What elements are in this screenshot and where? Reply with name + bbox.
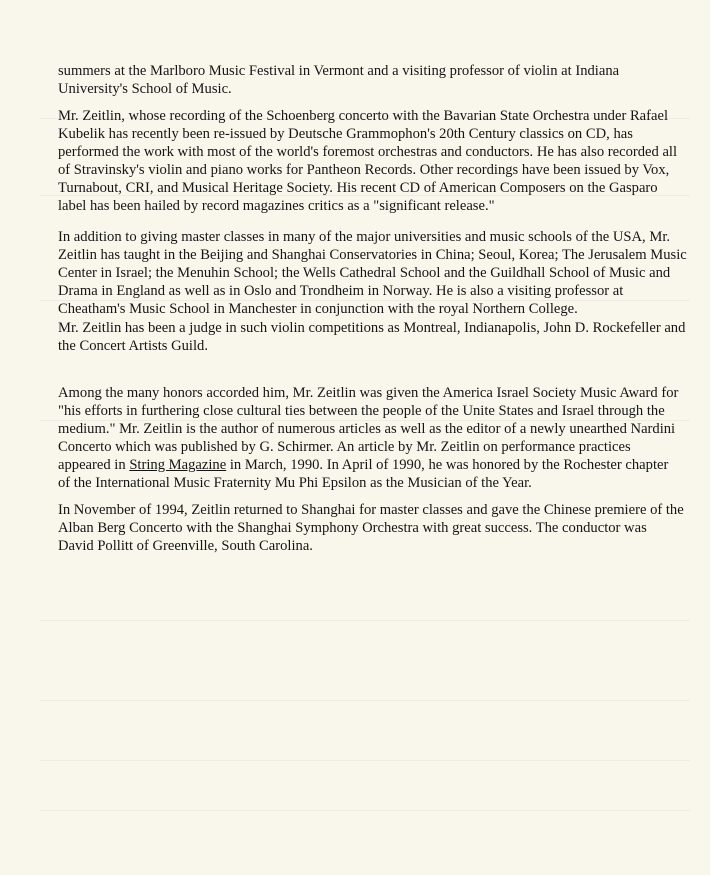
paragraph-master-classes [58, 228, 708, 318]
text-segment: appeared in [58, 457, 130, 473]
text-line: Among the many honors accorded him, Mr. Zeitlin was given the America Israel Society Music Award for [58, 385, 679, 401]
text-line: of the International Music Fraternity Mu Phi Epsilon as the Musician of the Year. [58, 475, 532, 491]
text-line: the Concert Artists Guild. [58, 338, 208, 354]
text-line: Zeitlin has taught in the Beijing and Shanghai Conservatories in China; Seoul, Korea; The Jerusalem Music [58, 247, 687, 263]
text-line: Cheatham's Music School in Manchester in conjunction with the royal Northern College. [58, 301, 578, 317]
text-line: Mr. Zeitlin has been a judge in such violin competitions as Montreal, Indianapolis, John D. Rockefeller and [58, 320, 686, 336]
text-line: Alban Berg Concerto with the Shanghai Symphony Orchestra with great success. The conductor was [58, 520, 647, 536]
text-segment: in March, 1990. In April of 1990, he was honored by the Rochester chapter [226, 457, 669, 473]
text-line: David Pollitt of Greenville, South Carolina. [58, 538, 313, 554]
text-line: of Stravinsky's violin and piano works for Pantheon Records. Other recordings have been issued by Vox, [58, 162, 670, 178]
text-line: "his efforts in furthering close cultural ties between the people of the Unite States and Israel through the [58, 403, 665, 419]
text-line: summers at the Marlboro Music Festival in Vermont and a visiting professor of violin at Indiana [58, 63, 620, 79]
paragraph-recordings [58, 107, 708, 215]
paragraph-judge [58, 319, 708, 355]
text-line: medium." Mr. Zeitlin is the author of numerous articles as well as the editor of a newly unearthed Nardini [58, 421, 676, 437]
text-line: Kubelik has recently been re-issued by Deutsche Grammophon's 20th Century classics on CD, has [58, 126, 633, 142]
text-line: performed the work with most of the world's foremost orchestras and conductors. He has also recorded all [58, 144, 678, 160]
text-line: label has been hailed by record magazines critics as a "significant release." [58, 198, 495, 214]
text-line: University's School of Music. [58, 81, 232, 97]
publication-title: String Magazine [129, 457, 227, 473]
paragraph-shanghai [58, 501, 708, 555]
text-line: In November of 1994, Zeitlin returned to Shanghai for master classes and gave the Chinese premiere of the [58, 502, 684, 518]
paragraph-honors [58, 384, 708, 492]
text-line: Mr. Zeitlin, whose recording of the Schoenberg concerto with the Bavarian State Orchestra under Rafael [58, 108, 669, 124]
text-line: Turnabout, CRI, and Musical Heritage Society. His recent CD of American Composers on the Gasparo [58, 180, 658, 196]
text-line: Drama in England as well as in Oslo and Trondheim in Norway. He is also a visiting professor at [58, 283, 624, 299]
paragraph-marlboro [58, 62, 708, 98]
text-line [58, 456, 708, 474]
text-line: In addition to giving master classes in many of the major universities and music schools of the USA, Mr. [58, 229, 671, 245]
text-line: Center in Israel; the Menuhin School; the Wells Cathedral School and the Guildhall School of Music and [58, 265, 671, 281]
text-line: Concerto which was published by G. Schirmer. An article by Mr. Zeitlin on performance practices [58, 439, 631, 455]
